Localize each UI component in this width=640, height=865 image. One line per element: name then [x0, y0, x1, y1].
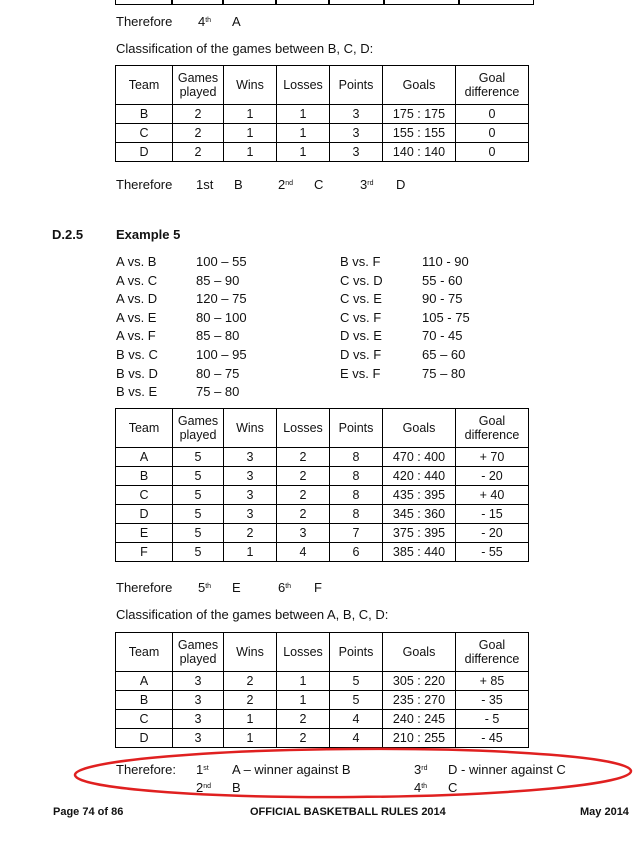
game-result: [340, 328, 500, 347]
match-label: B vs. E: [116, 384, 158, 400]
match-score: 55 - 60: [422, 272, 463, 288]
col-points: Points: [330, 633, 383, 672]
cell: C: [116, 124, 173, 143]
table-row: [116, 105, 529, 124]
col-goal-difference: Goal difference: [456, 409, 529, 448]
cell: 2: [224, 691, 277, 710]
match-score: 120 – 75: [196, 291, 247, 307]
team-letter: D: [396, 177, 406, 192]
cell: 1: [277, 672, 330, 691]
cell: 1: [224, 124, 277, 143]
top-table-fragment: [115, 0, 532, 5]
cell: B: [116, 105, 173, 124]
therefore-label: Therefore: [116, 177, 173, 192]
final-therefore: [116, 762, 596, 798]
cell: C: [116, 486, 173, 505]
cell: 2: [277, 448, 330, 467]
cell: 2: [224, 524, 277, 543]
cell: 3: [173, 710, 224, 729]
cell: 7: [330, 524, 383, 543]
section-title: Example 5: [116, 227, 181, 242]
match-label: A vs. E: [116, 309, 157, 325]
place-number: 6: [278, 580, 286, 595]
placement-text: C: [448, 780, 458, 795]
place-suffix: th: [205, 17, 212, 24]
game-result: [340, 310, 500, 329]
footer-page-number: Page 74 of 86: [53, 806, 124, 818]
game-result: [116, 384, 276, 403]
cell: 240 : 245: [383, 710, 456, 729]
cell: 155 : 155: [383, 124, 456, 143]
place-number: 2: [196, 780, 204, 795]
col-points: Points: [330, 66, 383, 105]
cell: 140 : 140: [383, 143, 456, 162]
match-label: A vs. B: [116, 254, 157, 269]
match-label: B vs. C: [116, 346, 158, 362]
table-row: [116, 448, 529, 467]
cell: 1: [277, 105, 330, 124]
cell: 1: [277, 691, 330, 710]
cell: 4: [277, 543, 330, 562]
cell: 1: [224, 143, 277, 162]
cell: 1: [224, 710, 277, 729]
table-header-row: [116, 66, 529, 105]
team-letter: F: [314, 580, 322, 595]
game-result: [116, 328, 276, 347]
cell: 3: [224, 448, 277, 467]
game-results-right: [340, 254, 500, 384]
standings-table-abcd: [115, 632, 529, 748]
col-wins: Wins: [224, 66, 277, 105]
cell: - 55: [456, 543, 529, 562]
cell: + 70: [456, 448, 529, 467]
table-row: [116, 710, 529, 729]
cell: 5: [173, 448, 224, 467]
cell: 0: [456, 124, 529, 143]
table-row: [116, 505, 529, 524]
cell: 5: [173, 543, 224, 562]
cell: + 85: [456, 672, 529, 691]
table-row: [116, 524, 529, 543]
cell: 2: [277, 729, 330, 748]
col-losses: Losses: [277, 66, 330, 105]
match-score: 65 – 60: [422, 346, 466, 362]
placement-text: A – winner against B: [232, 762, 351, 777]
game-result: [116, 366, 276, 385]
cell: 2: [277, 486, 330, 505]
game-result: [116, 291, 276, 310]
place-suffix: nd: [285, 180, 294, 187]
match-label: C vs. D: [340, 272, 383, 288]
cell: 305 : 220: [383, 672, 456, 691]
cell: C: [116, 710, 173, 729]
cell: 235 : 270: [383, 691, 456, 710]
cell: 1: [224, 729, 277, 748]
match-score: 80 – 75: [196, 365, 240, 381]
game-result: [340, 254, 500, 273]
cell: 2: [277, 505, 330, 524]
col-goals: Goals: [383, 66, 456, 105]
cell: 8: [330, 467, 383, 486]
col-goals: Goals: [383, 633, 456, 672]
cell: 3: [173, 672, 224, 691]
col-wins: Wins: [224, 633, 277, 672]
place-number: 1st: [196, 177, 214, 192]
cell: 3: [224, 486, 277, 505]
table-row: [116, 691, 529, 710]
therefore-label: Therefore: [116, 580, 173, 595]
table-b-therefore: [116, 580, 376, 596]
cell: - 45: [456, 729, 529, 748]
col-goal-difference: Goal difference: [456, 66, 529, 105]
table-c-caption: Classification of the games between A, B, C, D:: [116, 607, 389, 622]
place-suffix: th: [285, 583, 292, 590]
table-row: [116, 143, 529, 162]
place-number: 5: [198, 580, 206, 595]
table-row: [116, 124, 529, 143]
cell: 3: [277, 524, 330, 543]
cell: 3: [330, 143, 383, 162]
table-a-caption: Classification of the games between B, C, D:: [116, 41, 374, 56]
cell: 4: [330, 729, 383, 748]
cell: 5: [330, 691, 383, 710]
cell: 5: [173, 486, 224, 505]
team-letter: C: [314, 177, 324, 192]
standings-table-bcd: [115, 65, 529, 162]
cell: 2: [224, 672, 277, 691]
place-suffix: th: [421, 783, 428, 790]
cell: 5: [173, 505, 224, 524]
cell: - 20: [456, 467, 529, 486]
section-number: D.2.5: [52, 227, 84, 242]
cell: 420 : 440: [383, 467, 456, 486]
match-score: 80 – 100: [196, 309, 247, 325]
cell: 5: [173, 467, 224, 486]
col-team: Team: [116, 66, 173, 105]
cell: D: [116, 729, 173, 748]
cell: 2: [277, 467, 330, 486]
cell: 2: [173, 124, 224, 143]
cell: A: [116, 448, 173, 467]
cell: 3: [330, 105, 383, 124]
cell: 2: [173, 105, 224, 124]
game-result: [340, 366, 500, 385]
col-team: Team: [116, 409, 173, 448]
team-letter: A: [232, 14, 241, 29]
place-number: 3: [414, 762, 422, 777]
cell: - 5: [456, 710, 529, 729]
cell: 0: [456, 143, 529, 162]
game-result: [116, 347, 276, 366]
match-score: 100 – 95: [196, 346, 247, 362]
match-score: 85 – 90: [196, 272, 240, 288]
match-label: A vs. F: [116, 328, 156, 344]
cell: - 20: [456, 524, 529, 543]
table-c-clip: [114, 630, 536, 750]
cell: 5: [173, 524, 224, 543]
game-result: [116, 310, 276, 329]
cell: 3: [330, 124, 383, 143]
table-row: [116, 672, 529, 691]
match-score: 75 – 80: [422, 365, 466, 381]
col-losses: Losses: [277, 633, 330, 672]
table-a-therefore: [116, 177, 446, 193]
cell: 8: [330, 448, 383, 467]
place-suffix: th: [205, 583, 212, 590]
match-score: 90 - 75: [422, 291, 463, 307]
standings-table-example-5: [115, 408, 529, 562]
place-number: 4: [198, 14, 206, 29]
match-score: 100 – 55: [196, 254, 247, 269]
cell: 345 : 360: [383, 505, 456, 524]
cell: 385 : 440: [383, 543, 456, 562]
cell: 2: [277, 710, 330, 729]
cell: 1: [224, 105, 277, 124]
table-row: [116, 543, 529, 562]
cell: A: [116, 672, 173, 691]
col-points: Points: [330, 409, 383, 448]
match-score: 70 - 45: [422, 328, 463, 344]
cell: D: [116, 143, 173, 162]
therefore-label: Therefore:: [116, 762, 176, 777]
cell: 210 : 255: [383, 729, 456, 748]
col-games-played: Games played: [173, 409, 224, 448]
place-suffix: rd: [421, 765, 428, 772]
match-score: 105 - 75: [422, 309, 470, 325]
place-number: 4: [414, 780, 422, 795]
team-letter: E: [232, 580, 241, 595]
cell: 3: [224, 505, 277, 524]
match-label: E vs. F: [340, 365, 381, 381]
top-therefore-line: [116, 14, 241, 30]
cell: 1: [277, 143, 330, 162]
col-games-played: Games played: [173, 633, 224, 672]
place-suffix: st: [203, 765, 209, 772]
cell: 435 : 395: [383, 486, 456, 505]
cell: 1: [277, 124, 330, 143]
game-result: [340, 347, 500, 366]
match-score: 85 – 80: [196, 328, 240, 344]
cell: 1: [224, 543, 277, 562]
match-label: D vs. E: [340, 328, 382, 344]
cell: 3: [224, 467, 277, 486]
table-header-row: [116, 409, 529, 448]
cell: 470 : 400: [383, 448, 456, 467]
cell: - 15: [456, 505, 529, 524]
match-label: C vs. E: [340, 291, 382, 307]
cell: F: [116, 543, 173, 562]
footer-date: May 2014: [580, 806, 629, 818]
table-header-row: [116, 633, 529, 672]
match-score: 110 - 90: [422, 254, 469, 269]
col-goal-difference: Goal difference: [456, 633, 529, 672]
cell: - 35: [456, 691, 529, 710]
match-label: D vs. F: [340, 346, 382, 362]
place-number: 2: [278, 177, 286, 192]
placement-text: B: [232, 780, 241, 795]
cell: 6: [330, 543, 383, 562]
place-number: 3: [360, 177, 368, 192]
col-losses: Losses: [277, 409, 330, 448]
game-result: [116, 273, 276, 292]
col-wins: Wins: [224, 409, 277, 448]
therefore-label: Therefore: [116, 14, 173, 29]
placement-text: D - winner against C: [448, 762, 566, 777]
cell: 4: [330, 710, 383, 729]
match-label: C vs. F: [340, 309, 382, 325]
col-goals: Goals: [383, 409, 456, 448]
match-label: B vs. D: [116, 365, 158, 381]
footer-document-title: OFFICIAL BASKETBALL RULES 2014: [250, 806, 446, 818]
game-results-left: [116, 254, 276, 403]
place-suffix: nd: [203, 783, 212, 790]
col-team: Team: [116, 633, 173, 672]
table-row: [116, 486, 529, 505]
col-games-played: Games played: [173, 66, 224, 105]
cell: B: [116, 691, 173, 710]
place-suffix: rd: [367, 180, 374, 187]
match-score: 75 – 80: [196, 384, 240, 400]
cell: D: [116, 505, 173, 524]
match-label: B vs. F: [340, 254, 381, 269]
cell: 3: [173, 729, 224, 748]
cell: + 40: [456, 486, 529, 505]
team-letter: B: [234, 177, 243, 192]
cell: 0: [456, 105, 529, 124]
cell: 3: [173, 691, 224, 710]
cell: 2: [173, 143, 224, 162]
cell: 5: [330, 672, 383, 691]
game-result: [340, 273, 500, 292]
game-result: [340, 291, 500, 310]
place-number: 1: [196, 762, 204, 777]
cell: B: [116, 467, 173, 486]
match-label: A vs. D: [116, 291, 158, 307]
cell: 375 : 395: [383, 524, 456, 543]
game-result: [116, 254, 276, 273]
match-label: A vs. C: [116, 272, 158, 288]
cell: 175 : 175: [383, 105, 456, 124]
cell: E: [116, 524, 173, 543]
table-row: [116, 467, 529, 486]
cell: 8: [330, 505, 383, 524]
cell: 8: [330, 486, 383, 505]
